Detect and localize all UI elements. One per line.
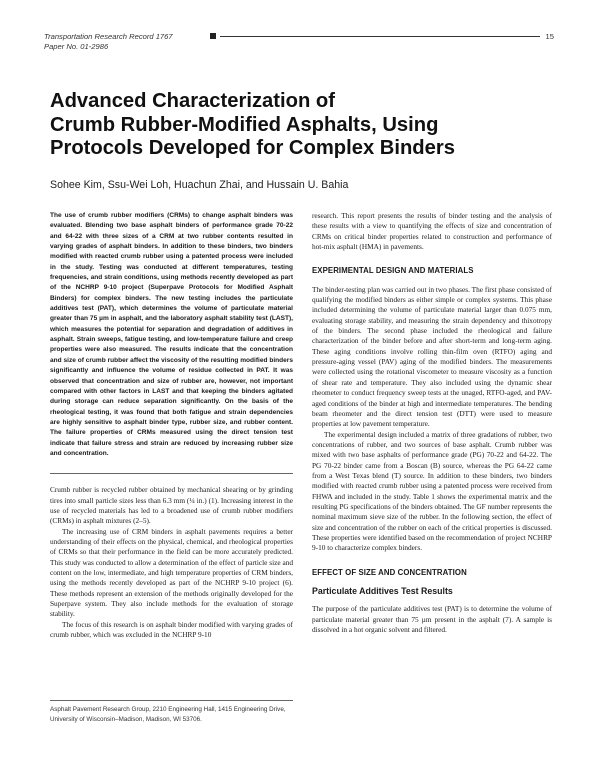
right-column — [312, 211, 552, 635]
body-paragraph: The focus of this research is on asphalt binder modified with varying grades of crumb rubber, which was excluded in the NCHRP 9-10 — [50, 619, 293, 640]
body-paragraph: The increasing use of CRM binders in asphalt pavements requires a better understanding of their effects on the physical, chemical, and rheological properties of CRMs so that their performance in the field can be more accurately predicted. This study was conducted to allow a determination of the effect of particle size and content on the low, intermediate, and high temperature properties of CRM binders, using the methods recently developed as part of the NCHRP 9-10 project (6). These methods represent an extension of the methods originally developed for the Superpave system. They also include methods for the evaluation of storage stability. — [50, 526, 293, 619]
paper-number: Paper No. 01-2986 — [44, 42, 109, 51]
body-paragraph: The purpose of the particulate additives test (PAT) is to determine the volume of particulate material greater than 75 µm present in the asphalt (7). A sample is dissolved in a hot organic solvent and filtered. — [312, 604, 552, 635]
section-heading: EXPERIMENTAL DESIGN AND MATERIALS — [312, 266, 474, 276]
body-paragraph: research. This report presents the results of binder testing and the analysis of these results with a view to quantifying the effects of size and concentration of CRMs on critical binder properties related to construction and performance of hot-mix asphalt (HMA) in pavements. — [312, 211, 552, 252]
running-header — [44, 32, 554, 52]
body-paragraph: The binder-testing plan was carried out in two phases. The first phase consisted of qualifying the modified binders as either simple or complex systems. This phase included determining the volume of particulate material larger than 0.075 mm, evaluating storage stability, and measuring the strain dependency and thixotropy of the binders. The second phase included the rheological and failure characterization of the binder before and after short-term and long-term aging. These aging conditions involve rolling thin-film oven (RTFO) aging and pressure-aging vessel (PAV) aging of the modified binders. The measurements were collected using the rotational viscometer to measure viscosity as a function of shear rate and temperature. They also included using the dynamic shear rheometer to conduct frequency sweep tests at the unaged, RTFO-aged, and PAV-aged conditions of the binder at high and intermediate temperatures. The bending beam rheometer and the direct tension test (DTT) were used to measure properties at low pavement temperature. — [312, 284, 552, 429]
affiliation-footnote — [50, 700, 293, 724]
abstract: The use of crumb rubber modifiers (CRMs) to change asphalt binders was evaluated. Blending two base asphalt binders of performance grade 70-22 and 64-22 with three sizes of a CRM at two rubber contents resulted in varying grades of asphalt binders. In addition to these binders, two binders modified with reacted crumb rubber using a patented process were included in the study. Testing was conducted at different temperatures, testing frequencies, and strain conditions, using methods recently developed as part of the NCHRP 9-10 project (Superpave Protocols for Modified Asphalt Binders) for complex binders. The new testing includes the particulate additives test (PAT), which determines the volume of particulate material greater than 75 µm in asphalt, and the laboratory asphalt stability test (LAST), which measures the potential for separation and degradation of additives in asphalt. Strain sweeps, fatigue testing, and low-temperature failure and creep properties were also measured. The results indicate that the concentration and size of crumb rubber affect the viscosity of the resulting modified binders significantly and influence the volume of residue collected in PAT. It was observed that concentration and size of rubber are, however, not important compared with other factors in LAST and that keeping the binders agitated during storage can reduce separation significantly. On the basis of the rheological testing, it was found that both fatigue and strain dependencies are highly sensitive to asphalt binder type, rubber size, and rubber content. The failure properties of CRMs measured using the direct tension test indicate that failure stress and strain are reduced by increasing rubber size and concentration. — [50, 212, 293, 457]
title-line-1: Advanced Characterization of — [50, 90, 335, 112]
page-number: 15 — [545, 32, 554, 41]
article-title — [50, 90, 550, 161]
section-heading: EFFECT OF SIZE AND CONCENTRATION — [312, 567, 467, 577]
left-column — [50, 211, 293, 640]
header-square-icon — [210, 33, 216, 39]
abstract-divider — [50, 473, 293, 474]
affiliation-text: Asphalt Pavement Research Group, 2210 Engineering Hall, 1415 Engineering Drive, University of Wisconsin–Madison, Madison, WI 53706. — [50, 706, 286, 723]
footnote-rule — [50, 700, 293, 701]
body-paragraph: Crumb rubber is recycled rubber obtained by mechanical shearing or by grinding tires into small particle sizes less than 6.3 mm (¼ in.) (1). Increasing interest in the use of recycled materials has led to a broadened use of crumb rubber modifiers (CRMs) in asphalt mixtures (2–5). — [50, 485, 293, 526]
title-line-2: Crumb Rubber-Modified Asphalts, Using — [50, 113, 439, 136]
body-paragraph: The experimental design included a matrix of three gradations of rubber, two concentrations of rubber, and two sources of base asphalt. Crumb rubber was mixed with two base asphalts of performance grade (PG) 70-22 and 64-22. The PG 70-22 binder came from a Boscan (B) source, whereas the PG 64-22 came from a West Texas blend (T) source. In addition to these binders, two binders modified with reacted crumb rubber using a patented process were received from FHWA and included in the study. Table 1 shows the experimental matrix and the resulting PG specifications of the binders obtained. The GF number represents the nominal maximum sieve size of the rubber. In the following section, the effect of size and concentration of the rubber on each of the critical properties is discussed. These properties were identified based on the recommendation of project NCHRP 9-10 to characterize complex binders. — [312, 429, 552, 553]
title-line-3: Protocols Developed for Complex Binders — [50, 137, 455, 159]
author-list: Sohee Kim, Ssu-Wei Loh, Huachun Zhai, and Hussain U. Bahia — [50, 179, 349, 191]
subsection-heading: Particulate Additives Test Results — [312, 586, 453, 596]
journal-name: Transportation Research Record 1767 — [44, 32, 173, 41]
header-rule — [220, 36, 540, 37]
